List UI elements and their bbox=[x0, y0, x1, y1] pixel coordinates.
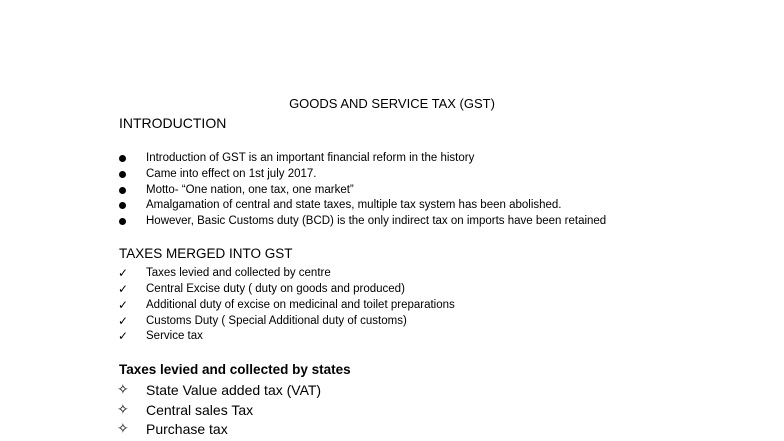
list-item-text: Central Excise duty ( duty on goods and produced) bbox=[146, 283, 405, 295]
bullet-icon bbox=[119, 187, 126, 194]
list-item-text: Came into effect on 1st july 2017. bbox=[146, 168, 317, 180]
list-item-text: Central sales Tax bbox=[146, 402, 254, 418]
list-item-text: Taxes levied and collected by centre bbox=[146, 267, 331, 279]
checkmark-icon: ✓ bbox=[118, 329, 129, 343]
list-item-text: Additional duty of excise on medicinal and toilet preparations bbox=[146, 299, 455, 311]
checkmark-icon: ✓ bbox=[118, 298, 129, 312]
bullet-icon bbox=[119, 202, 126, 209]
taxes-merged-heading: TAXES MERGED INTO GST bbox=[119, 246, 293, 261]
bullet-icon bbox=[119, 218, 126, 225]
document-title: GOODS AND SERVICE TAX (GST) bbox=[289, 96, 495, 111]
list-item-text: Amalgamation of central and state taxes, multiple tax system has been abolished. bbox=[146, 199, 562, 211]
list-item-text: Service tax bbox=[146, 330, 203, 342]
introduction-heading: INTRODUCTION bbox=[119, 115, 227, 131]
list-item-text: Customs Duty ( Special Additional duty of customs) bbox=[146, 315, 407, 327]
list-item-text: Introduction of GST is an important financial reform in the history bbox=[146, 152, 475, 164]
four-point-star-icon: ✧ bbox=[117, 401, 129, 417]
four-point-star-icon: ✧ bbox=[117, 420, 129, 436]
checkmark-icon: ✓ bbox=[118, 266, 129, 280]
four-point-star-icon: ✧ bbox=[117, 381, 129, 397]
checkmark-icon: ✓ bbox=[118, 314, 129, 328]
state-taxes-heading: Taxes levied and collected by states bbox=[119, 362, 351, 377]
list-item-text: Motto- “One nation, one tax, one market” bbox=[146, 184, 354, 196]
checkmark-icon: ✓ bbox=[118, 282, 129, 296]
list-item-text: State Value added tax (VAT) bbox=[146, 382, 322, 398]
list-item-text: Purchase tax bbox=[146, 421, 228, 437]
list-item-text: However, Basic Customs duty (BCD) is the only indirect tax on imports have been retained bbox=[146, 215, 607, 227]
bullet-icon bbox=[119, 155, 126, 162]
bullet-icon bbox=[119, 171, 126, 178]
